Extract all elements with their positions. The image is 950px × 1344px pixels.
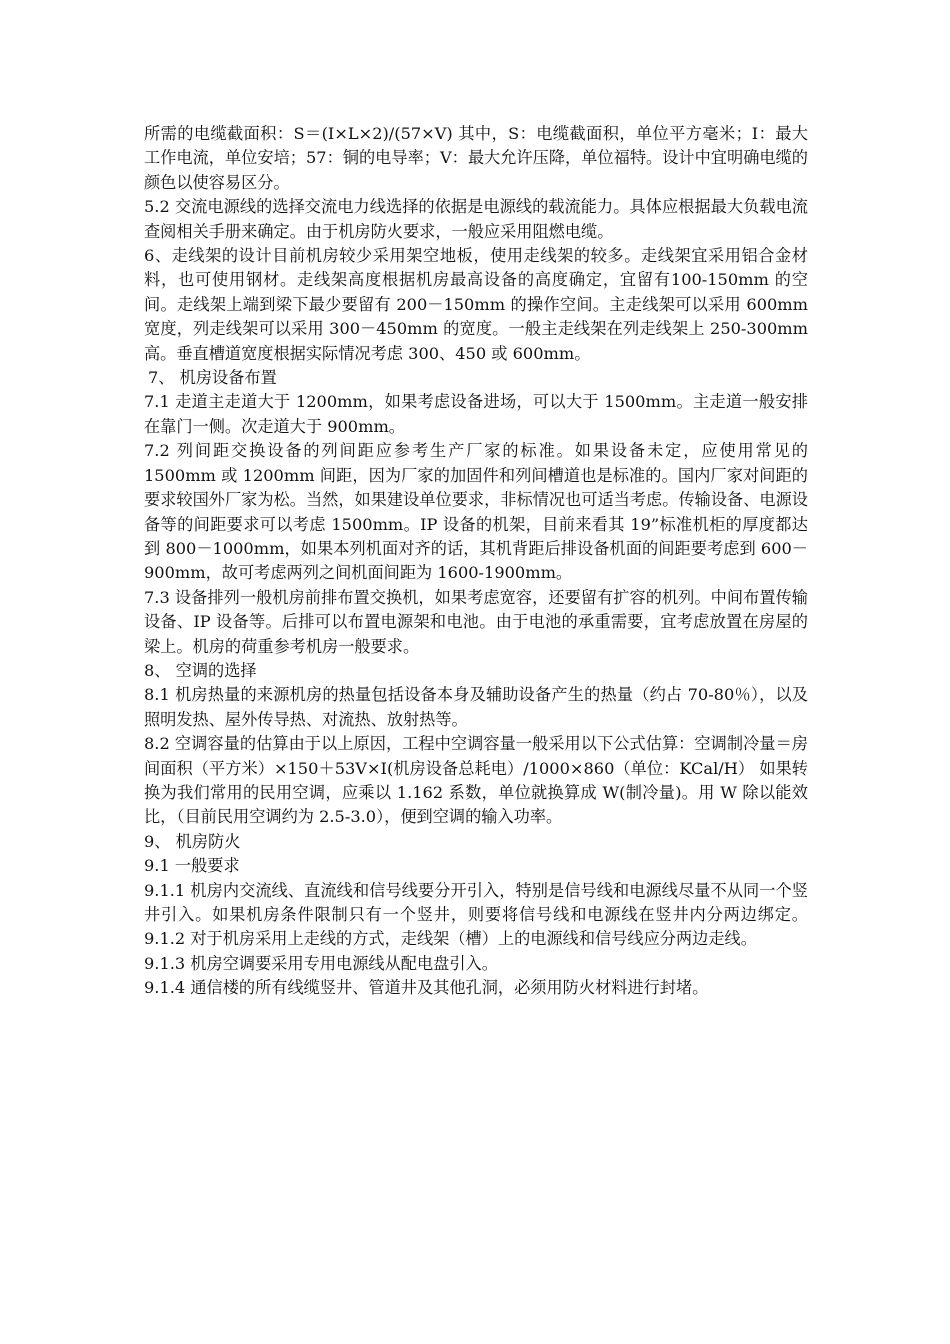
paragraph-cable-cross-section: 所需的电缆截面积：S＝(I×L×2)/(57×V) 其中，S：电缆截面积，单位平方毫米；I：最大工作电流，单位安培；57：铜的电导率；V：最大允许压降，单位福特。设计中宜明确电缆的颜色以使容易区分。 xyxy=(144,124,808,192)
section-heading-air-conditioning: 8、 空调的选择 xyxy=(144,660,257,680)
subsection-heading-general-requirements: 9.1 一般要求 xyxy=(144,856,240,876)
paragraph-cable-separation: 9.1.1 机房内交流线、直流线和信号线要分开引入，特别是信号线和电源线尽量不从同一个竖井引入。如果机房条件限制只有一个竖井，则要将信号线和电源线在竖井内分两边绑定。9.1.2 对于机房采用上走线的方式，走线架（槽）上的电源线和信号线应分两边走线。 xyxy=(144,880,808,949)
section-heading-equipment-layout: 7、 机房设备布置 xyxy=(148,368,277,388)
paragraph-equipment-arrangement: 7.3 设备排列一般机房前排布置交换机，如果考虑宽容，还要留有扩容的机列。中间布置传输设备、IP 设备等。后排可以布置电源架和电池。由于电池的承重需要，宜考虑放置在房屋的梁上。机房的荷重参考机房一般要求。 xyxy=(144,587,808,656)
paragraph-ac-capacity-estimate: 8.2 空调容量的估算由于以上原因，工程中空调容量一般采用以下公式估算：空调制冷量＝房间面积（平方米）×150＋53V×I(机房设备总耗电）/1000×860（单位：KCal/H） 如果转换为我们常用的民用空调，应乘以 1.162 系数，单位就换算成 W(制冷量)。用 W 除以能效比，（目前民用空调约为 2.5-3.0），便到空调的输入功率。 xyxy=(144,734,808,827)
section-heading-fire-protection: 9、 机房防火 xyxy=(144,831,241,851)
paragraph-cable-tray-design: 6、走线架的设计目前机房较少采用架空地板，使用走线架的较多。走线架宜采用铝合金材料，也可使用钢材。走线架高度根据机房最高设备的高度确定，宜留有100-150mm 的空间。走线架上端到梁下最少要留有 200－150mm 的操作空间。主走线架可以采用 600mm 宽度，列走线架可以采用 300－450mm 的宽度。一般主走线架在列走线架上 250-300mm 高。垂直槽道宽度根据实际情况考虑 300、450 或 600mm。 xyxy=(144,246,808,363)
paragraph-ac-dedicated-power: 9.1.3 机房空调要采用专用电源线从配电盘引入。 xyxy=(144,953,498,973)
paragraph-heat-source: 8.1 机房热量的来源机房的热量包括设备本身及辅助设备产生的热量（约占 70-80％），以及照明发热、屋外传导热、对流热、放射热等。 xyxy=(144,685,808,729)
paragraph-row-spacing: 7.2 列间距交换设备的列间距应参考生产厂家的标准。如果设备未定，应使用常见的 1500mm 或 1200mm 间距，因为厂家的加固件和列间槽道也是标准的。国内厂家对间距的要求较国外厂家为松。当然，如果建设单位要求，非标情况也可适当考虑。传输设备、电源设备等的间距要求可以考虑 1500mm。IP 设备的机架，目前来看其 19”标准机柜的厚度都达到 800－1000mm，如果本列机面对齐的话，其机背距后排设备机面的间距要考虑到 600－900mm，故可考虑两列之间机面间距为 1600-1900mm。 xyxy=(144,441,808,583)
document-page xyxy=(144,122,808,1001)
paragraph-shaft-sealing: 9.1.4 通信楼的所有线缆竖井、管道井及其他孔洞，必须用防火材料进行封堵。 xyxy=(144,978,709,998)
paragraph-ac-power-line: 5.2 交流电源线的选择交流电力线选择的依据是电源线的载流能力。具体应根据最大负载电流查阅相关手册来确定。由于机房防火要求，一般应采用阻燃电缆。 xyxy=(144,197,808,241)
paragraph-aisle: 7.1 走道主走道大于 1200mm，如果考虑设备进场，可以大于 1500mm。主走道一般安排在靠门一侧。次走道大于 900mm。 xyxy=(144,392,808,436)
